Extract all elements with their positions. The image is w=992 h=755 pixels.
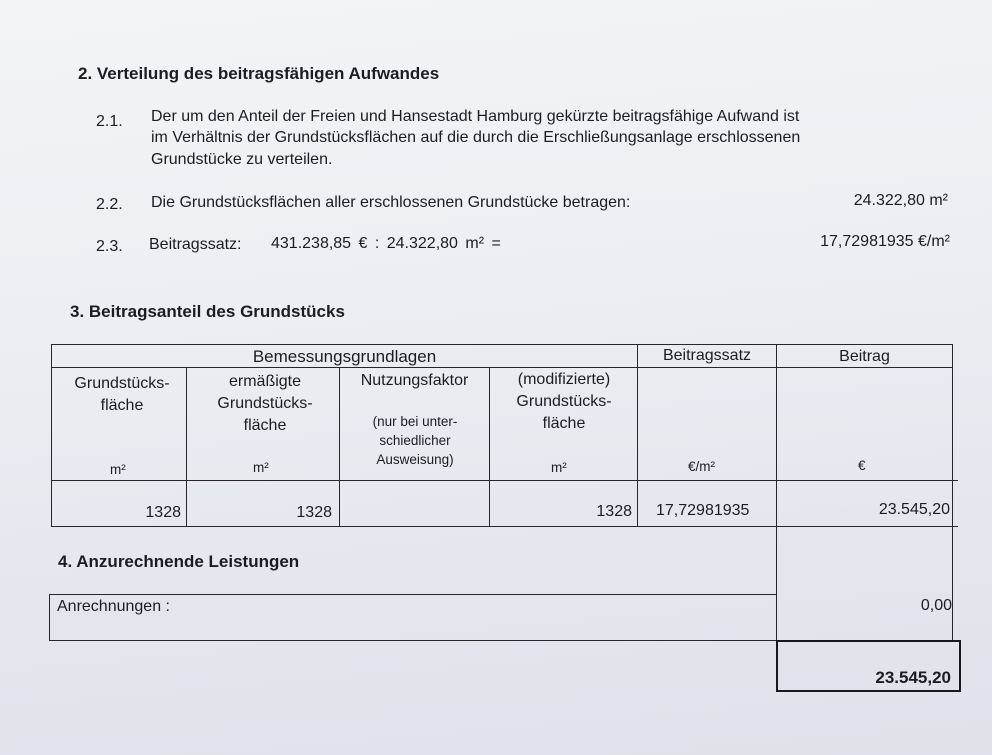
paragraph-2-1-line-2: im Verhältnis der Grundstücksflächen auf die durch die Erschließungsanlage erschlossenen [151, 129, 801, 146]
total-amount: 23.545,20 [875, 668, 951, 687]
cell-rate: 17,72981935 [656, 502, 750, 519]
header-nutzungsfaktor-note: (nur bei unter- schiedlicher Ausweisung) [372, 414, 458, 467]
cell-area: 1328 [145, 504, 181, 521]
paragraph-2-2-number: 2.2. [96, 196, 123, 213]
paragraph-2-1-line-1: Der um den Anteil der Freien und Hansestadt Hamburg gekürzte beitragsfähige Aufwand ist [151, 108, 800, 125]
paragraph-2-3-number: 2.3. [96, 238, 123, 255]
cell-amount: 23.545,20 [878, 501, 950, 518]
total-box [776, 640, 961, 692]
header-modifizierte-flaeche: (modifizierte) Grundstücks- fläche [516, 371, 612, 432]
unit-modified-area: m² [551, 460, 567, 475]
rate-label: Beitragssatz: [149, 236, 242, 253]
paragraph-2-2-text: Die Grundstücksflächen aller erschlossenen Grundstücke betragen: [151, 194, 631, 211]
section-2-heading: 2. Verteilung des beitragsfähigen Aufwandes [78, 64, 440, 83]
section-3-heading: 3. Beitragsanteil des Grundstücks [70, 302, 345, 321]
paragraph-2-1-number: 2.1. [96, 113, 123, 130]
credits-value: 0,00 [920, 597, 952, 614]
header-grundstuecksflaeche: Grundstücks- fläche [74, 375, 170, 414]
unit-amount: € [858, 458, 866, 473]
rate-formula: 431.238,85 € : 24.322,80 m² = [271, 235, 501, 252]
total-area-value: 24.322,80 m² [853, 192, 948, 209]
unit-reduced-area: m² [253, 460, 269, 475]
section-4-heading: 4. Anzurechnende Leistungen [58, 552, 300, 571]
header-beitrag: Beitrag [839, 348, 890, 365]
header-beitragssatz: Beitragssatz [662, 347, 752, 364]
header-nutzungsfaktor: Nutzungsfaktor [360, 372, 469, 389]
unit-area: m² [110, 462, 126, 477]
unit-rate: €/m² [688, 459, 715, 474]
header-ermaessigte-flaeche: ermäßigte Grundstücks- fläche [217, 373, 313, 434]
cell-reduced-area: 1328 [296, 504, 332, 521]
header-bemessungsgrundlagen: Bemessungsgrundlagen [252, 347, 437, 366]
credits-label: Anrechnungen : [57, 598, 170, 615]
rate-value: 17,72981935 €/m² [820, 233, 950, 250]
paragraph-2-1-line-3: Grundstücke zu verteilen. [151, 151, 333, 168]
cell-modified-area: 1328 [596, 503, 632, 520]
